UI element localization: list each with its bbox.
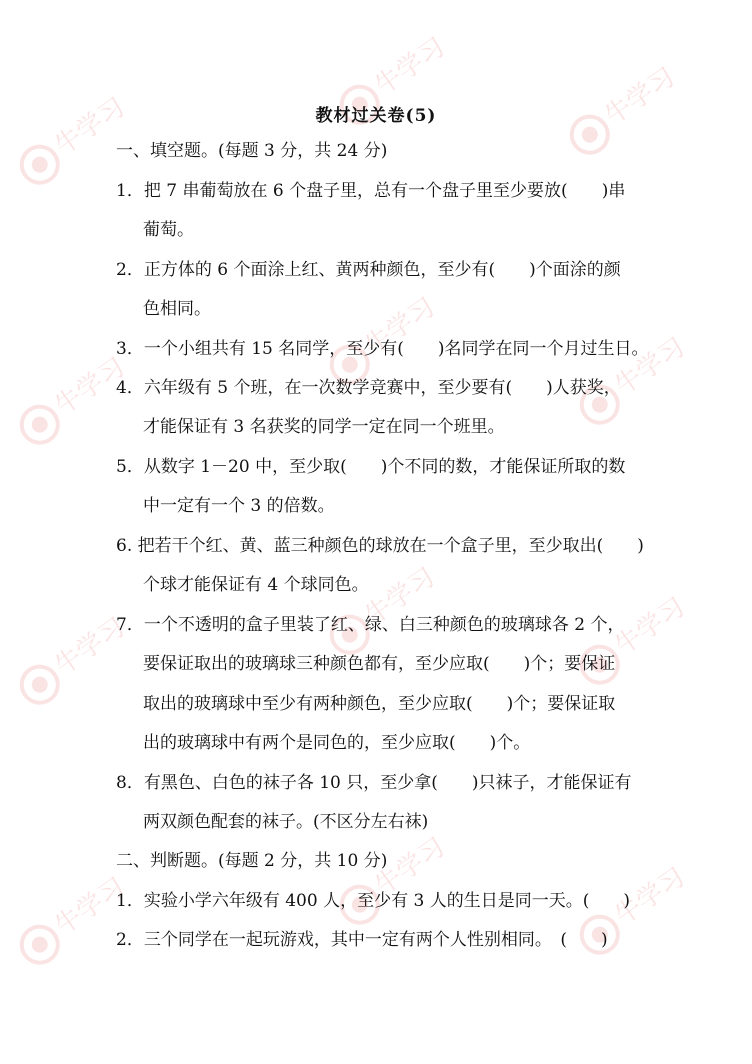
question-line: 2．正方体的 6 个面涂上红、黄两种颜色，至少有( )个面涂的颜	[116, 260, 621, 280]
svg-text:牛学习: 牛学习	[599, 62, 681, 132]
question-line: 4．六年级有 5 个班，在一次数学竞赛中，至少要有( )人获奖，	[116, 378, 621, 398]
watermark-logo	[319, 10, 471, 150]
question-line: 要保证取出的玻璃球三种颜色都有，至少应取( )个；要保证	[143, 654, 616, 674]
watermark-logo	[559, 570, 711, 710]
question-line: 1．把 7 串葡萄放在 6 个盘子里，总有一个盘子里至少要放( )串	[116, 181, 626, 201]
svg-text:牛学习: 牛学习	[49, 92, 131, 162]
question-line: 8．有黑色、白色的袜子各 10 只，至少拿( )只袜子，才能保证有	[116, 773, 632, 793]
question-line: 个球才能保证有 4 个球同色。	[143, 575, 369, 595]
question-line: 取出的玻璃球中至少有两种颜色，至少应取( )个；要保证取	[143, 694, 616, 714]
question-line: 1．实验小学六年级有 400 人，至少有 3 人的生日是同一天。( )	[116, 891, 630, 911]
watermark-logo	[0, 590, 151, 730]
section-heading-true-false: 二、判断题。(每题 2 分，共 10 分)	[116, 851, 388, 871]
svg-text:牛学习: 牛学习	[609, 332, 691, 402]
svg-text:牛学习: 牛学习	[359, 292, 441, 362]
svg-text:牛学习: 牛学习	[609, 592, 691, 662]
svg-text:牛学习: 牛学习	[359, 562, 441, 632]
question-line: 5．从数字 1－20 中，至少取( )个不同的数，才能保证所取的数	[116, 457, 626, 477]
section-heading-fill-in: 一、填空题。(每题 3 分，共 24 分)	[116, 141, 388, 161]
svg-text:牛学习: 牛学习	[49, 612, 131, 682]
question-line: 6. 把若干个红、黄、蓝三种颜色的球放在一个盒子里，至少取出( )	[116, 536, 644, 556]
page-title: 教材过关卷(5)	[315, 106, 437, 126]
question-line: 中一定有一个 3 的倍数。	[143, 496, 335, 516]
question-line: 3．一个小组共有 15 名同学，至少有( )名同学在同一个月过生日。	[116, 339, 649, 359]
question-line: 两双颜色配套的袜子。(不区分左右袜)	[143, 812, 429, 832]
question-line: 葡萄。	[143, 220, 194, 240]
svg-text:牛学习: 牛学习	[369, 32, 451, 102]
question-line: 7．一个不透明的盒子里装了红、绿、白三种颜色的玻璃球各 2 个，	[116, 615, 625, 635]
svg-text:牛学习: 牛学习	[369, 832, 451, 902]
svg-text:牛学习: 牛学习	[49, 352, 131, 422]
svg-text:牛学习: 牛学习	[609, 862, 691, 932]
question-line: 色相同。	[143, 299, 211, 319]
question-line: 才能保证有 3 名获奖的同学一定在同一个班里。	[143, 417, 505, 437]
svg-text:牛学习: 牛学习	[49, 872, 131, 942]
question-line: 出的玻璃球中有两个是同色的，至少应取( )个。	[143, 733, 531, 753]
question-line: 2．三个同学在一起玩游戏，其中一定有两个人性别相同。 ( )	[116, 930, 608, 950]
